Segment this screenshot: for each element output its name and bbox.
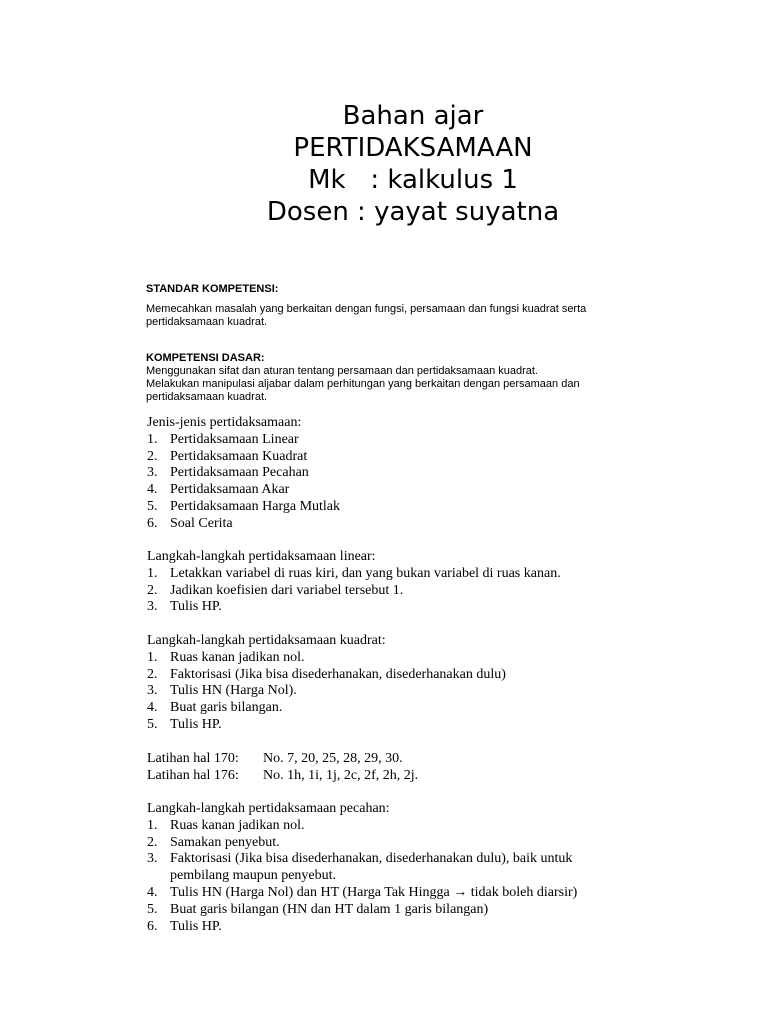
item-number: 5.	[147, 716, 158, 732]
item-text: Faktorisasi (Jika bisa disederhanakan, disederhanakan dulu)	[170, 666, 506, 682]
jenis-section	[147, 415, 667, 533]
item-number: 4.	[147, 482, 158, 498]
standar-kompetensi-heading: STANDAR KOMPETENSI:	[146, 283, 279, 295]
item-number: 2.	[147, 448, 158, 464]
item-text: Faktorisasi (Jika bisa disederhanakan, disederhanakan dulu), baik untuk	[170, 851, 573, 867]
item-text: Letakkan variabel di ruas kiri, dan yang bukan variabel di ruas kanan.	[170, 565, 561, 581]
kompetensi-line-2: Melakukan manipulasi aljabar dalam perhitungan yang berkaitan dengan persamaan dan	[146, 378, 580, 390]
kompetensi-dasar-section	[146, 352, 626, 404]
list-item	[147, 583, 667, 600]
item-number: 3.	[147, 465, 158, 481]
item-number: 2.	[147, 582, 158, 598]
jenis-heading: Jenis-jenis pertidaksamaan:	[147, 415, 302, 430]
item-text: Ruas kanan jadikan nol.	[170, 817, 305, 833]
kuadrat-section	[147, 633, 667, 734]
pecahan-heading: Langkah-langkah pertidaksamaan pecahan:	[147, 801, 390, 816]
list-item	[147, 566, 667, 583]
item-text: Pertidaksamaan Kuadrat	[170, 448, 308, 464]
item-text: Pertidaksamaan Pecahan	[170, 465, 309, 481]
item-text: Pertidaksamaan Harga Mutlak	[170, 498, 341, 514]
item-number: 2.	[147, 834, 158, 850]
item-number: 5.	[147, 901, 158, 917]
list-item	[147, 667, 667, 684]
list-item	[147, 449, 667, 466]
list-item-continuation: pembilang maupun penyebut.	[170, 868, 337, 884]
kuadrat-list	[147, 650, 667, 734]
list-item	[147, 465, 667, 482]
standar-kompetensi-body	[146, 303, 626, 329]
list-item	[147, 835, 667, 852]
kompetensi-line-1: Menggunakan sifat dan aturan tentang persamaan dan pertidaksamaan kuadrat.	[146, 365, 538, 377]
list-item	[147, 599, 667, 616]
item-number: 6.	[147, 515, 158, 531]
latihan-value: No. 7, 20, 25, 28, 29, 30.	[263, 751, 403, 766]
standar-line-1: Memecahkan masalah yang berkaitan dengan fungsi, persamaan dan fungsi kuadrat serta	[146, 303, 587, 315]
standar-kompetensi-section	[146, 283, 626, 296]
item-number: 1.	[147, 817, 158, 833]
list-item	[147, 919, 667, 936]
item-number: 4.	[147, 884, 158, 900]
linear-section	[147, 549, 667, 616]
item-text: Samakan penyebut.	[170, 834, 280, 850]
title-line-2: PERTIDAKSAMAAN	[293, 133, 533, 163]
list-item	[147, 432, 667, 449]
kompetensi-line-3: pertidaksamaan kuadrat.	[146, 391, 268, 403]
list-item	[147, 700, 667, 717]
list-item	[147, 902, 667, 919]
latihan-row	[147, 768, 667, 785]
document-title	[0, 100, 768, 228]
pecahan-section	[147, 801, 667, 935]
item-text: Soal Cerita	[170, 515, 233, 531]
item-number: 2.	[147, 666, 158, 682]
list-item	[147, 516, 667, 533]
item-text: Ruas kanan jadikan nol.	[170, 649, 305, 665]
list-item	[147, 885, 667, 902]
linear-heading: Langkah-langkah pertidaksamaan linear:	[147, 549, 376, 564]
kuadrat-heading: Langkah-langkah pertidaksamaan kuadrat:	[147, 633, 386, 648]
pecahan-list	[147, 818, 667, 936]
latihan-section	[147, 751, 667, 785]
list-item	[147, 499, 667, 516]
item-number: 1.	[147, 565, 158, 581]
item-text: Pertidaksamaan Linear	[170, 431, 299, 447]
kompetensi-dasar-heading: KOMPETENSI DASAR:	[146, 352, 265, 364]
item-number: 4.	[147, 700, 158, 716]
item-text: Tulis HN (Harga Nol).	[170, 683, 297, 699]
list-item	[147, 482, 667, 499]
list-item	[147, 851, 667, 868]
item-number: 5.	[147, 498, 158, 514]
item-text: Tulis HP.	[170, 599, 222, 615]
title-line-1: Bahan ajar	[342, 101, 484, 131]
item-text: Tulis HN (Harga Nol) dan HT (Harga Tak Hingga → tidak boleh diarsir)	[170, 884, 578, 900]
item-number: 3.	[147, 683, 158, 699]
title-line-3: Mk : kalkulus 1	[308, 165, 518, 195]
item-text: Jadikan koefisien dari variabel tersebut 1.	[170, 582, 404, 598]
item-number: 3.	[147, 851, 158, 867]
list-item	[147, 717, 667, 734]
list-item	[147, 818, 667, 835]
latihan-label: Latihan hal 176:	[147, 767, 239, 783]
item-text: Pertidaksamaan Akar	[170, 482, 290, 498]
item-text: Tulis HP.	[170, 918, 222, 934]
item-text: Buat garis bilangan (HN dan HT dalam 1 garis bilangan)	[170, 901, 489, 917]
item-number: 3.	[147, 599, 158, 615]
title-line-4: Dosen : yayat suyatna	[266, 197, 560, 227]
latihan-label: Latihan hal 170:	[147, 751, 239, 766]
jenis-list	[147, 432, 667, 533]
item-number: 6.	[147, 918, 158, 934]
item-text: Buat garis bilangan.	[170, 700, 283, 716]
latihan-value: No. 1h, 1i, 1j, 2c, 2f, 2h, 2j.	[263, 767, 419, 783]
list-item	[147, 650, 667, 667]
list-item	[147, 683, 667, 700]
latihan-row	[147, 751, 667, 768]
item-number: 1.	[147, 431, 158, 447]
linear-list	[147, 566, 667, 616]
standar-line-2: pertidaksamaan kuadrat.	[146, 316, 268, 328]
item-number: 1.	[147, 649, 158, 665]
item-text: Tulis HP.	[170, 716, 222, 732]
